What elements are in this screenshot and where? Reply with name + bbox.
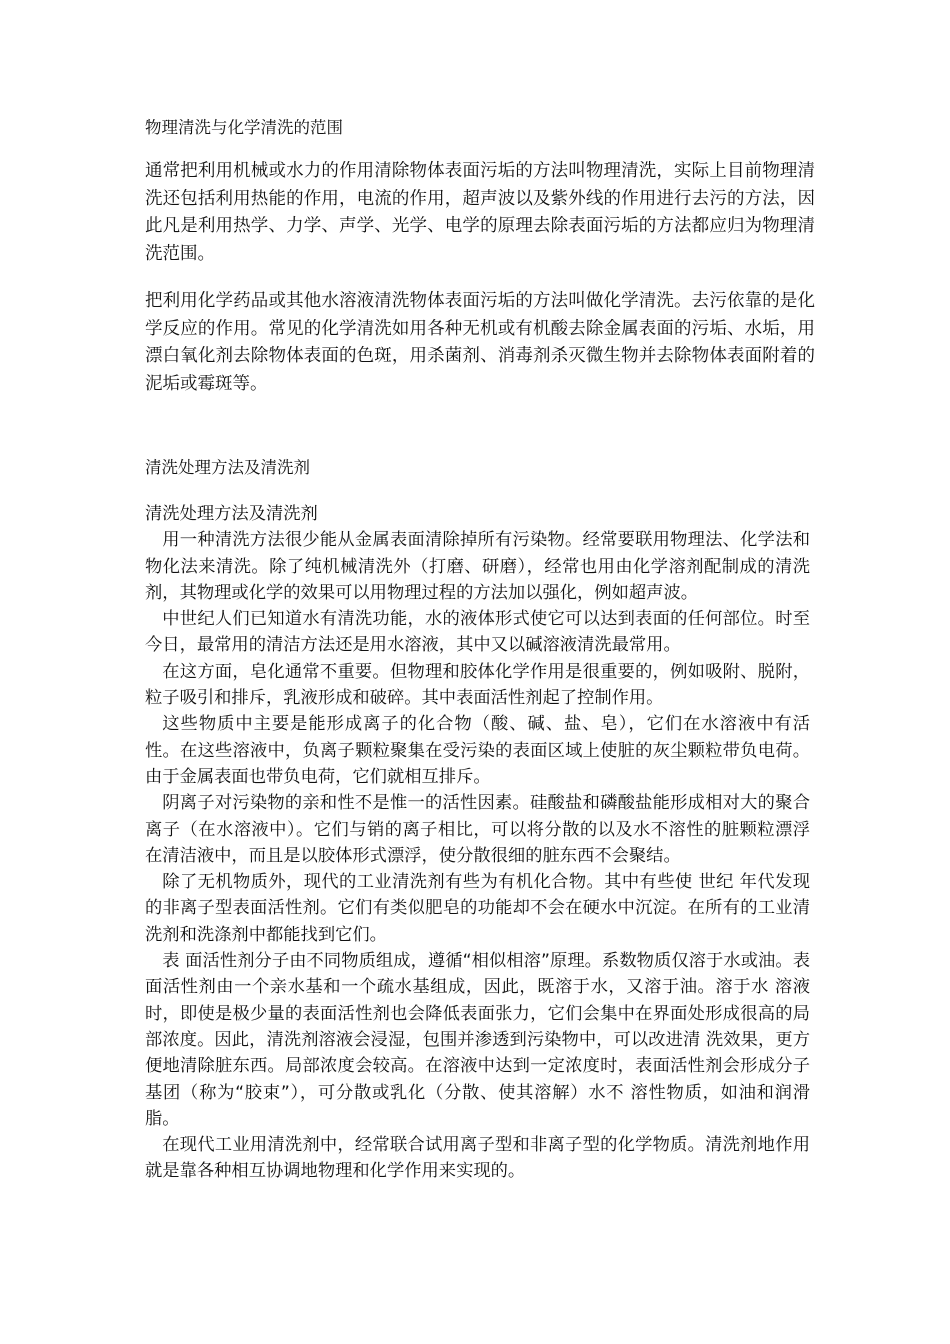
section2-paragraph-6: 除了无机物质外，现代的工业清洗剂有些为有机化合物。其中有些使 世纪 年代发现的非离子型表面活性剂。它们有类似肥皂的功能却不会在硬水中沉淀。在所有的工业清洗剂和洗涤剂中都能找到它们。	[145, 872, 810, 945]
section2-paragraph-4: 这些物质中主要是能形成离子的化合物（酸、碱、盐、皂），它们在水溶液中有活性。在这些溶液中，负离子颗粒聚集在受污染的表面区域上使脏的灰尘颗粒带负电荷。由于金属表面也带负电荷，它们就相互排斥。	[145, 714, 810, 787]
section2-paragraph-1: 用一种清洗方法很少能从金属表面清除掉所有污染物。经常要联用物理法、化学法和物化法来清洗。除了纯机械清洗外（打磨、研磨），经常也用由化学溶剂配制成的清洗剂，其物理或化学的效果可以用物理过程的方法加以强化，例如超声波。	[145, 530, 810, 603]
section2-title: 清洗处理方法及清洗剂	[145, 458, 310, 477]
section1-title: 物理清洗与化学清洗的范围	[145, 118, 343, 137]
section2-paragraph-2: 中世纪人们已知道水有清洗功能，水的液体形式使它可以达到表面的任何部位。时至今日，最常用的清洁方法还是用水溶液，其中又以碱溶液清洗最常用。	[145, 609, 810, 656]
section2-paragraph-8: 在现代工业用清洗剂中，经常联合试用离子型和非离子型的化学物质。清洗剂地作用就是靠各种相互协调地物理和化学作用来实现的。	[145, 1135, 810, 1182]
section2-paragraph-7: 表 面活性剂分子由不同物质组成，遵循“相似相溶”原理。系数物质仅溶于水或油。表面活性剂由一个亲水基和一个疏水基组成，因此，既溶于水，又溶于油。溶于水 溶液时，即使是极少量的表面活性剂也会降低表面张力，它们会集中在界面处形成很高的局部浓度。因此，清洗剂溶液会浸湿，包围并渗透到污染物中，可以改进清 洗效果，更方便地清除脏东西。局部浓度会较高。在溶液中达到一定浓度时，表面活性剂会形成分子基团（称为“胶束”），可分散或乳化（分散、使其溶解）水不 溶性物质，如油和润滑脂。	[145, 951, 810, 1129]
section1-paragraph-1: 通常把利用机械或水力的作用清除物体表面污垢的方法叫物理清洗，实际上目前物理清洗还包括利用热能的作用，电流的作用，超声波以及紫外线的作用进行去污的方法，因此凡是利用热学、力学、声学、光学、电学的原理去除表面污垢的方法都应归为物理清洗范围。	[145, 161, 815, 264]
section2-body	[145, 501, 810, 1185]
section2-paragraph-3: 在这方面，皂化通常不重要。但物理和胶体化学作用是很重要的，例如吸附、脱附，粒子吸引和排斥，乳液形成和破碎。其中表面活性剂起了控制作用。	[145, 661, 810, 709]
section2-subtitle: 清洗处理方法及清洗剂	[145, 504, 318, 524]
section2-paragraph-5: 阴离子对污染物的亲和性不是惟一的活性因素。硅酸盐和磷酸盐能形成相对大的聚合离子（在水溶液中）。它们与销的离子相比，可以将分散的以及水不溶性的脏颗粒漂浮在清洁液中，而且是以胶体形式漂浮，使分散很细的脏东西不会聚结。	[145, 793, 810, 866]
section1-paragraph-2: 把利用化学药品或其他水溶液清洗物体表面污垢的方法叫做化学清洗。去污依靠的是化学反应的作用。常见的化学清洗如用各种无机或有机酸去除金属表面的污垢、水垢，用漂白氧化剂去除物体表面的色斑，用杀菌剂、消毒剂杀灭微生物并去除物体表面附着的泥垢或霉斑等。	[145, 291, 815, 394]
